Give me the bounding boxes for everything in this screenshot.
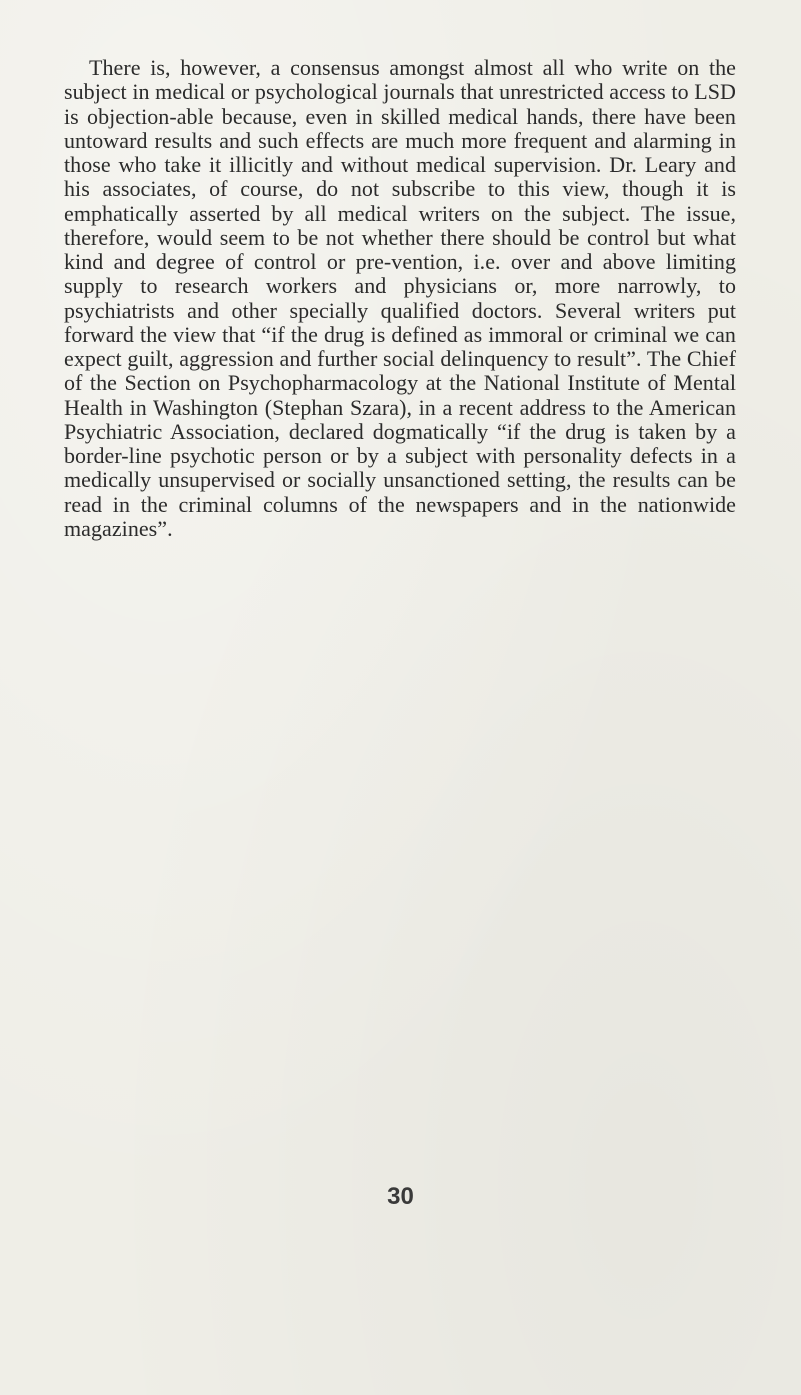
- body-text: [64, 56, 736, 541]
- page-number: 30: [387, 1183, 414, 1210]
- paragraph-1: There is, however, a consensus amongst almost all who write on the subject in medical or psychological journals that unrestricted access to LSD is objection-able because, even in skilled medical hands, there have been untoward results and such effects are much more frequent and alarming in those who take it illicitly and without medical supervision. Dr. Leary and his associates, of course, do not subscribe to this view, though it is emphatically asserted by all medical writers on the subject. The issue, therefore, would seem to be not whether there should be control but what kind and degree of control or pre-vention, i.e. over and above limiting supply to research workers and physicians or, more narrowly, to psychiatrists and other specially qualified doctors. Several writers put forward the view that “if the drug is defined as immoral or criminal we can expect guilt, aggression and further social delinquency to result”. The Chief of the Section on Psychopharmacology at the National Institute of Mental Health in Washington (Stephan Szara), in a recent address to the American Psychiatric Association, declared dogmatically “if the drug is taken by a border-line psychotic person or by a subject with personality defects in a medically unsupervised or socially unsanctioned setting, the results can be read in the criminal columns of the newspapers and in the nationwide magazines”.: [64, 55, 736, 541]
